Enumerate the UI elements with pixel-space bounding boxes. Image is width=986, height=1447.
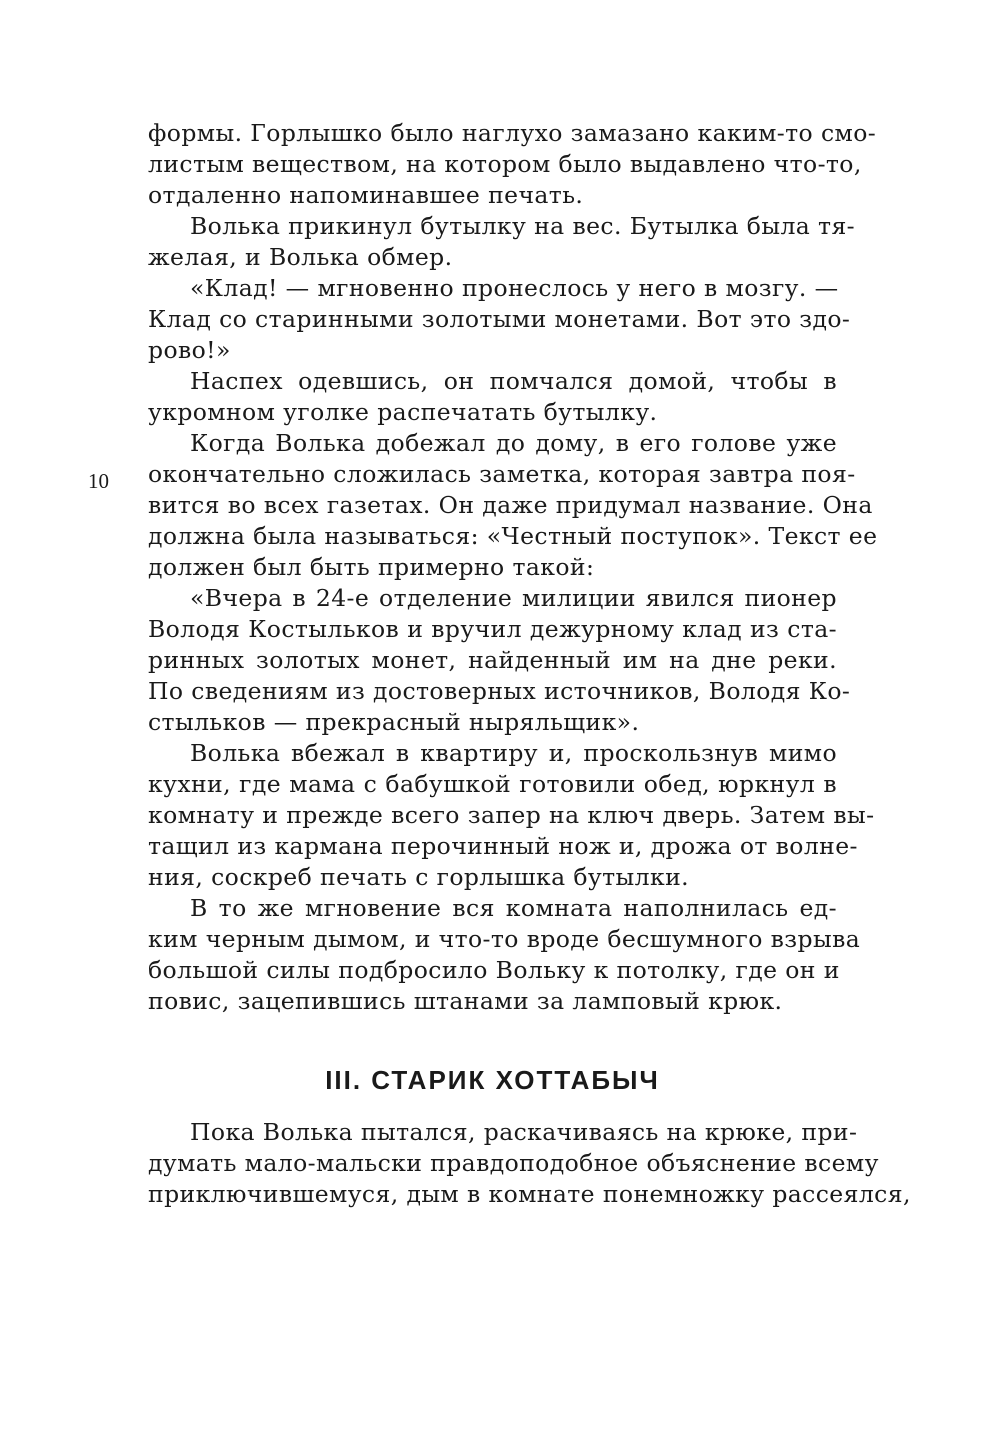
- text-line: Наспех одевшись, он помчался домой, чтобы в: [190, 367, 837, 395]
- text-line: Пока Волька пытался, раскачиваясь на крюке, при-: [190, 1118, 858, 1146]
- text-line: «Вчера в 24-е отделение милиции явился пионер: [190, 584, 837, 612]
- text-line: «Клад! — мгновенно пронеслось у него в мозгу. —: [190, 274, 839, 302]
- text-line: должна была называться: «Честный поступок». Текст ее: [148, 522, 878, 550]
- text-line: вится во всех газетах. Он даже придумал название. Она: [148, 491, 873, 519]
- text-line: комнату и прежде всего запер на ключ дверь. Затем вы-: [148, 801, 875, 829]
- text-line: рово!»: [148, 336, 231, 364]
- text-line: ния, соскреб печать с горлышка бутылки.: [148, 863, 690, 891]
- text-line: должен был быть примерно такой:: [148, 553, 595, 581]
- text-line: листым веществом, на котором было выдавлено что-то,: [148, 150, 862, 178]
- text-line: формы. Горлышко было наглухо замазано каким-то смо-: [148, 119, 877, 147]
- text-line: стыльков — прекрасный ныряльщик».: [148, 708, 640, 736]
- text-line: укромном уголке распечатать бутылку.: [148, 398, 658, 426]
- margin-line-number: 10: [88, 469, 109, 493]
- text-line: Клад со старинными золотыми монетами. Вот это здо-: [148, 305, 851, 333]
- body-text-block-2: [148, 1117, 911, 1210]
- text-line: В то же мгновение вся комната наполнилась ед-: [190, 894, 837, 922]
- text-line: ким черным дымом, и что-то вроде бесшумного взрыва: [148, 925, 861, 953]
- text-line: Когда Волька добежал до дому, в его голове уже: [190, 429, 837, 457]
- text-line: По сведениям из достоверных источников, Володя Ко-: [148, 677, 851, 705]
- chapter-heading: III. СТАРИК ХОТТАБЫЧ: [325, 1065, 660, 1095]
- text-line: Волька вбежал в квартиру и, проскользнув мимо: [190, 739, 837, 767]
- text-line: тащил из кармана перочинный нож и, дрожа от волне-: [148, 832, 858, 860]
- text-line: повис, зацепившись штанами за ламповый крюк.: [148, 987, 783, 1015]
- text-line: желая, и Волька обмер.: [148, 243, 453, 271]
- text-line: ринных золотых монет, найденный им на дне реки.: [148, 646, 837, 674]
- text-line: Волька прикинул бутылку на вес. Бутылка была тя-: [190, 212, 856, 240]
- body-text-block-1: [148, 118, 878, 1017]
- text-line: отдаленно напоминавшее печать.: [148, 181, 584, 209]
- text-line: окончательно сложилась заметка, которая завтра поя-: [148, 460, 856, 488]
- text-line: большой силы подбросило Вольку к потолку, где он и: [148, 956, 840, 984]
- text-line: кухни, где мама с бабушкой готовили обед, юркнул в: [148, 770, 837, 798]
- text-line: Володя Костыльков и вручил дежурному клад из ста-: [148, 615, 837, 643]
- text-line: приключившемуся, дым в комнате понемножку рассеялся,: [148, 1180, 911, 1208]
- text-line: думать мало-мальски правдоподобное объяснение всему: [148, 1149, 879, 1177]
